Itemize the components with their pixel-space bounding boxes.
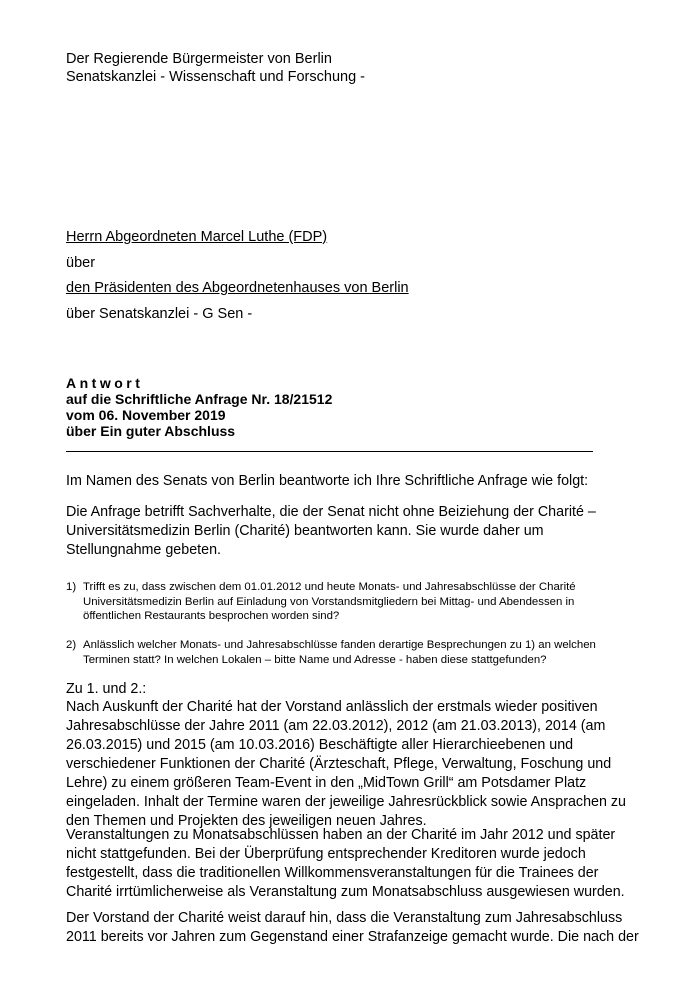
preface-paragraph: Die Anfrage betrifft Sachverhalte, die der Senat nicht ohne Beiziehung der Charité – Universitätsmedizin Berlin (Charité) beantworten kann. Sie wurde daher um Stellungnahme gebeten. bbox=[66, 504, 596, 558]
question-2-number: 2) bbox=[66, 639, 77, 651]
reply-paragraph-1: Nach Auskunft der Charité hat der Vorstand anlässlich der erstmals wieder positiven Jahresabschlüsse der Jahre 2011 (am 22.03.2012), 2012 (am 21.03.2013), 2014 (am 26.03.2015) und 2015 (am 10.03.2016) Beschäftigte aller Hierarchieebenen und verschiedener Funktionen der Charité (Ärzteschaft, Pflege, Verwaltung, Foschung und Lehre) zu einem größeren Team-Event in den „MidTown Grill“ am Potsdamer Platz eingeladen. Inhalt der Termine waren der jeweilige Jahresrückblick sowie Ansprachen zu den Themen und Projekten des jeweiligen neuen Jahres. bbox=[66, 699, 627, 829]
question-1-number: 1) bbox=[66, 581, 77, 593]
answer-inquiry-number: auf die Schriftliche Anfrage Nr. 18/21512 bbox=[66, 391, 333, 407]
sender-line-1: Der Regierende Bürgermeister von Berlin bbox=[66, 51, 332, 67]
question-2 bbox=[66, 638, 626, 667]
sender-block bbox=[66, 50, 365, 86]
recipient-line-3: den Präsidenten des Abgeordnetenhauses von Berlin bbox=[66, 280, 409, 296]
reply-heading: Zu 1. und 2.: bbox=[66, 681, 147, 697]
answer-subject: über Ein guter Abschluss bbox=[66, 423, 236, 439]
sender-line-2: Senatskanzlei - Wissenschaft und Forschung - bbox=[66, 69, 365, 85]
answer-date: vom 06. November 2019 bbox=[66, 407, 226, 423]
reply-paragraph-2: Veranstaltungen zu Monatsabschlüssen haben an der Charité im Jahr 2012 und später nicht stattgefunden. Bei der Überprüfung entsprechender Kreditoren wurde jedoch festgestellt, dass die traditionellen Willkommensveranstaltungen für die Trainees der Charité irrtümlicherweise als Veranstaltung zum Monatsabschluss ausgewiesen wurden. bbox=[66, 827, 625, 900]
recipient-line-2: über bbox=[66, 255, 96, 271]
answer-header bbox=[66, 375, 332, 439]
recipient-line-4: über Senatskanzlei - G Sen - bbox=[66, 306, 253, 322]
answer-heading: Antwort bbox=[66, 375, 144, 391]
question-1-text: Trifft es zu, dass zwischen dem 01.01.2012 und heute Monats- und Jahresabschlüsse der Charité Universitätsmedizin Berlin auf Einladung von Vorstandsmitgliedern bei Mittag- und Abendessen in öffentlichen Restaurants besprochen worden sind? bbox=[83, 581, 576, 622]
recipient-line-1: Herrn Abgeordneten Marcel Luthe (FDP) bbox=[66, 229, 328, 245]
reply-paragraph-3: Der Vorstand der Charité weist darauf hin, dass die Veranstaltung zum Jahresabschluss 2011 bereits vor Jahren zum Gegenstand einer Strafanzeige gemacht wurde. Die nach der bbox=[66, 910, 639, 945]
header-divider bbox=[66, 451, 593, 452]
intro-paragraph: Im Namen des Senats von Berlin beantworte ich Ihre Schriftliche Anfrage wie folgt: bbox=[66, 473, 589, 489]
question-2-text: Anlässlich welcher Monats- und Jahresabschlüsse fanden derartige Besprechungen zu 1) an welchen Terminen statt? In welchen Lokalen – bitte Name und Adresse - haben diese stattgefunden? bbox=[83, 639, 596, 666]
question-1 bbox=[66, 580, 626, 624]
